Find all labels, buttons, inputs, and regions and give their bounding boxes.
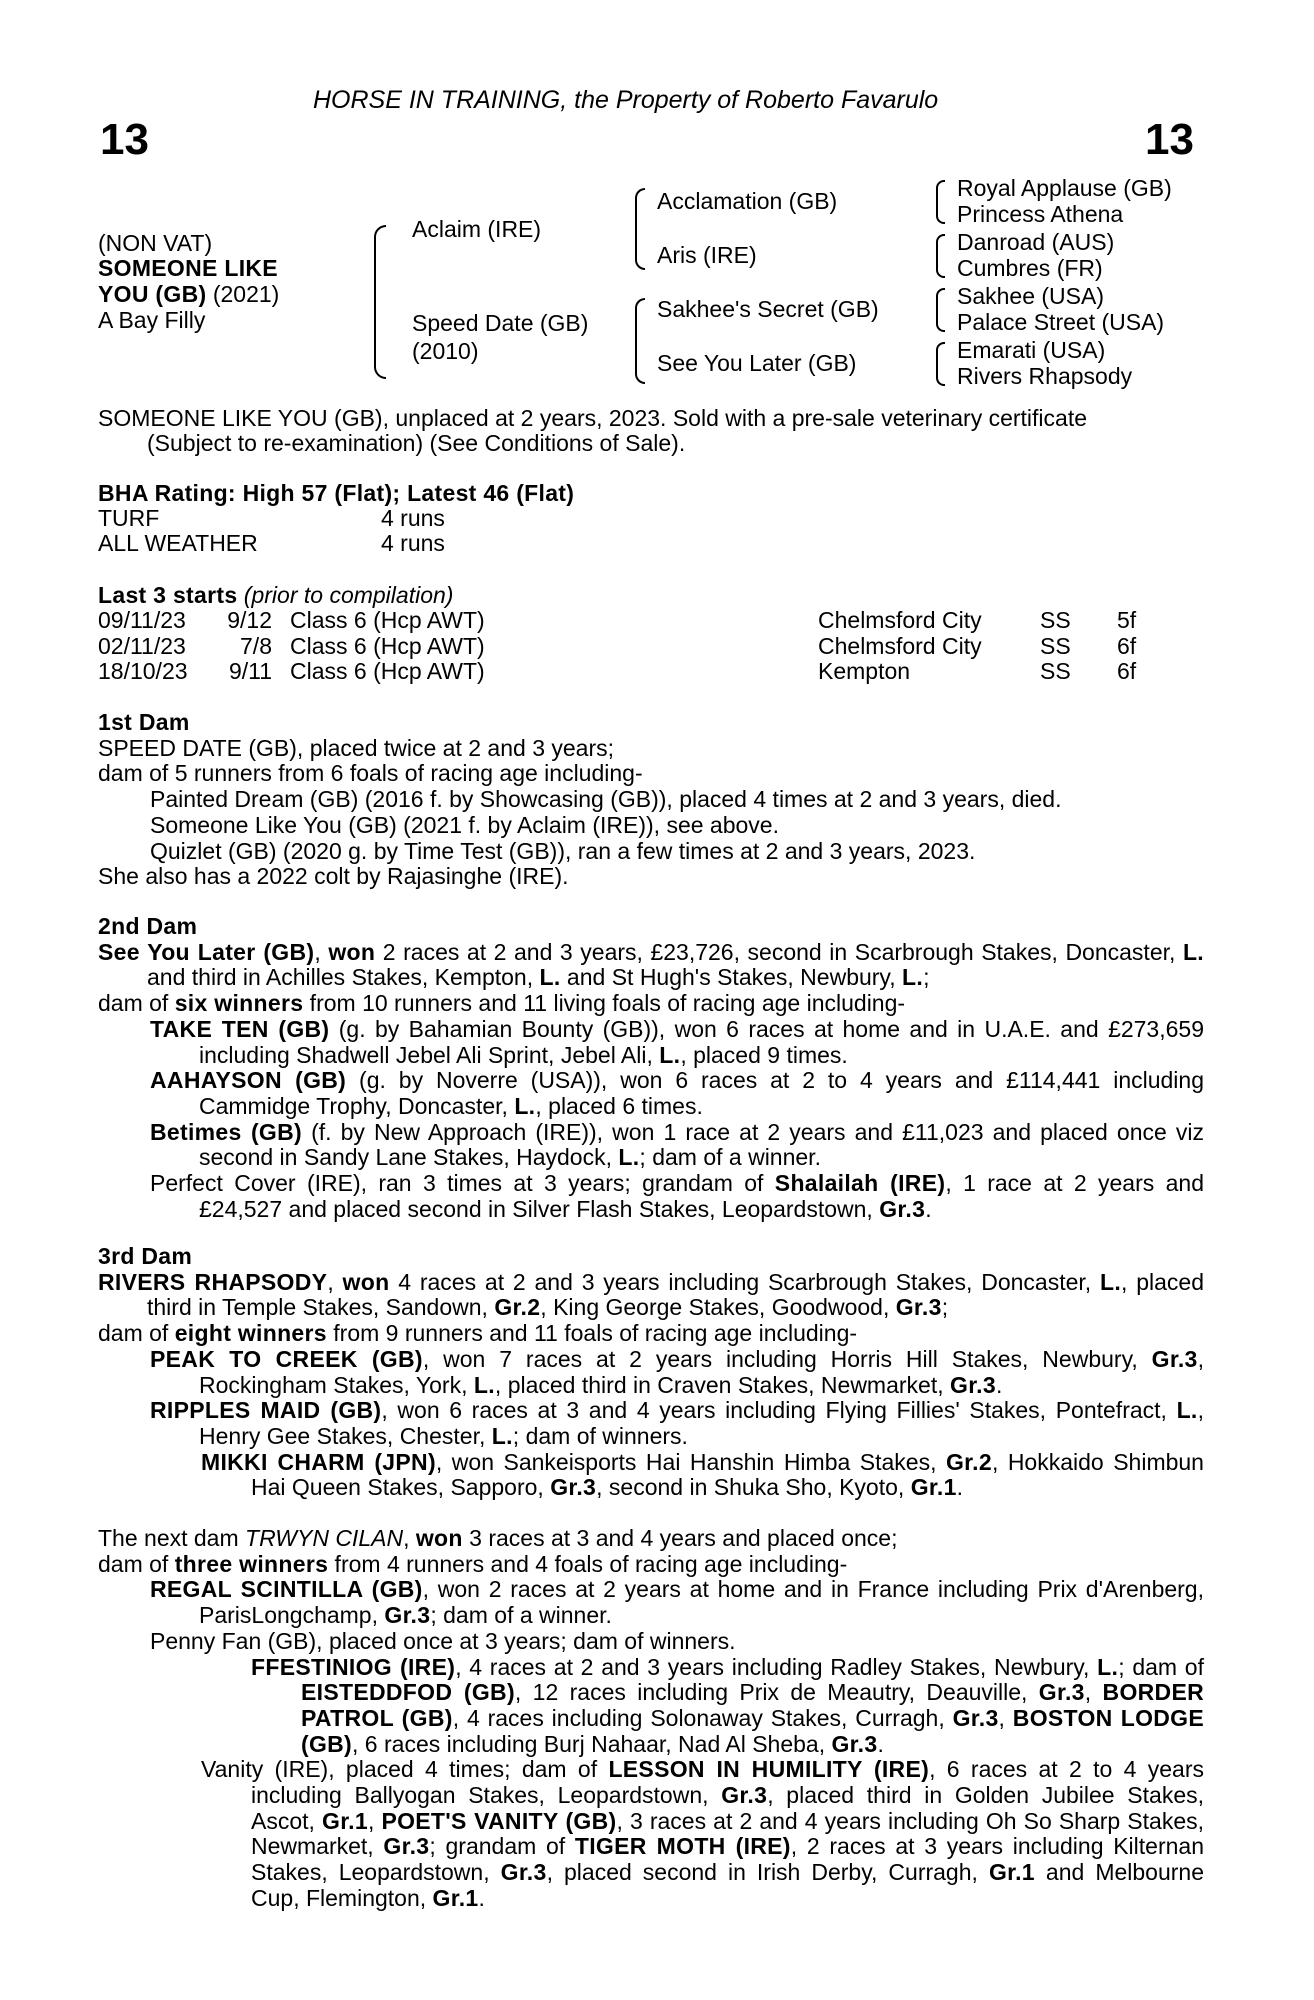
lot-number-left: 13 <box>100 115 149 164</box>
text-run: Gr.3 <box>384 1602 431 1629</box>
pedigree-ddd: Rivers Rhapsody <box>957 363 1133 389</box>
offspring-mikki-charm <box>98 1450 1204 1501</box>
pedigree-ssd: Princess Athena <box>957 201 1124 227</box>
first-dam-line1: SPEED DATE (GB), placed twice at 2 and 3 years; <box>98 734 615 761</box>
text-run: Gr.1 <box>988 1859 1035 1886</box>
text-run: L. <box>1176 1397 1198 1424</box>
text-run: ; <box>923 964 930 991</box>
text-run: from 10 runners and 11 living foals of racing age including- <box>303 990 906 1017</box>
text-run: , Henry Gee Stakes, Chester, <box>199 1397 1205 1449</box>
offspring-aahayson <box>98 1068 1204 1119</box>
text-run: , second in Shuka Sho, Kyoto, <box>596 1474 911 1501</box>
text-run: L. <box>539 964 561 991</box>
start-going-1: SS <box>1040 607 1071 633</box>
rating-turf-label: TURF <box>98 505 160 531</box>
offspring-perfect-cover <box>98 1171 1204 1222</box>
text-run: , placed 6 times. <box>535 1092 703 1119</box>
third-dam-heading: 3rd Dam <box>98 1243 193 1269</box>
start-dist-2: 6f <box>1117 633 1137 659</box>
text-run: LESSON IN HUMILITY (IRE) <box>608 1756 930 1783</box>
text-run: FFESTINIOG (IRE) <box>251 1653 456 1680</box>
text-run: Shalailah (IRE) <box>774 1170 946 1197</box>
text-run: Gr.1 <box>322 1807 368 1834</box>
pedigree-sire-sire: Acclamation (GB) <box>657 188 838 214</box>
bha-rating: BHA Rating: High 57 (Flat); Latest 46 (Flat) <box>98 480 575 506</box>
text-run: Gr.3 <box>895 1294 942 1321</box>
pedigree-brace-dd <box>936 342 945 386</box>
text-run: ; dam of a winner. <box>430 1602 612 1629</box>
text-run: (g. by Bahamian Bounty (GB)), won 6 races at home and in U.A.E. and £273,659 including Shadwell Jebel Ali Sprint, Jebel Ali, <box>199 1015 1204 1068</box>
horse-description: A Bay Filly <box>98 307 206 333</box>
pedigree-brace-sire <box>635 188 645 270</box>
text-run: Gr.3 <box>831 1730 878 1757</box>
text-run: Vanity (IRE), placed 4 times; dam of <box>201 1756 609 1783</box>
text-run: 2 races at 2 and 3 years, £23,726, second in Scarbrough Stakes, Doncaster, <box>375 938 1183 965</box>
text-run: MIKKI CHARM (JPN) <box>201 1448 436 1475</box>
first-dam-section <box>98 710 1204 890</box>
text-run: , <box>367 1807 375 1834</box>
text-run: , 12 races including Prix de Meautry, Deauville, <box>514 1679 1039 1706</box>
pedigree-dds: Emarati (USA) <box>957 337 1106 363</box>
text-run: , placed third in Temple Stakes, Sandown, <box>147 1268 1205 1321</box>
text-run: TIGER MOTH (IRE) <box>574 1833 791 1860</box>
text-run: , 3 races at 2 and 4 years including Oh So Sharp Stakes, Newmarket, <box>251 1807 1204 1860</box>
text-run: won <box>415 1525 463 1551</box>
start-course-2: Chelmsford City <box>818 633 982 659</box>
pedigree-sds: Danroad (AUS) <box>957 229 1115 255</box>
pedigree-dss: Sakhee (USA) <box>957 283 1105 309</box>
text-run: , won Sankeisports Hai Hanshin Himba Stakes, <box>435 1448 946 1475</box>
text-run: Gr.1 <box>910 1474 957 1501</box>
text-run: (g. by Noverre (USA)), won 6 races at 2 to 4 years and £114,441 including Cammidge Trophy, Doncaster, <box>199 1067 1205 1119</box>
text-run: RIPPLES MAID (GB) <box>150 1397 382 1424</box>
text-run: , placed second in Irish Derby, Curragh, <box>546 1859 989 1886</box>
text-run: L. <box>491 1422 513 1449</box>
text-run: . <box>995 1371 1003 1398</box>
start-dist-1: 5f <box>1117 607 1137 633</box>
pedigree-sss: Royal Applause (GB) <box>957 175 1172 201</box>
offspring-vanity <box>98 1757 1204 1911</box>
text-run: from 9 runners and 11 foals of racing age including- <box>326 1320 858 1347</box>
start-date-1: 09/11/23 <box>98 607 186 633</box>
start-class-1: Class 6 (Hcp AWT) <box>290 607 485 633</box>
start-going-2: SS <box>1040 633 1071 659</box>
text-run: Gr.3 <box>721 1782 768 1809</box>
rating-aw-runs: 4 runs <box>381 530 445 556</box>
text-run: Betimes (GB) <box>150 1118 302 1145</box>
first-dam-offspring-2: Someone Like You (GB) (2021 f. by Aclaim (IRE)), see above. <box>150 811 779 838</box>
text-run: and St Hugh's Stakes, Newbury, <box>560 964 903 991</box>
text-run: Gr.3 <box>500 1859 547 1886</box>
horse-year: (2021) <box>206 281 280 307</box>
first-dam-heading: 1st Dam <box>98 709 190 735</box>
text-run: eight winners <box>174 1320 327 1347</box>
first-dam-line2: dam of 5 runners from 6 foals of racing age including- <box>98 760 643 787</box>
pedigree-sdd: Cumbres (FR) <box>957 255 1103 281</box>
text-run: , Rockingham Stakes, York, <box>199 1345 1205 1398</box>
text-run: TRWYN CILAN <box>245 1525 404 1551</box>
text-run: PEAK TO CREEK (GB) <box>150 1345 423 1372</box>
text-run: ; dam of a winner. <box>639 1144 821 1171</box>
pedigree-brace-ss <box>936 180 945 224</box>
text-run: , <box>998 1704 1005 1731</box>
text-run: , <box>1084 1679 1092 1706</box>
text-run: ; dam of winners. <box>512 1422 688 1449</box>
start-dist-3: 6f <box>1117 658 1137 684</box>
third-dam-record: RIVERS RHAPSODY, won 4 races at 2 and 3 years including Scarbrough Stakes, Doncaster, L., placed third in Temple Stakes, Sandown, Gr.2, King George Stakes, Goodwood, Gr.3; <box>98 1268 1205 1321</box>
text-run: Gr.3 <box>879 1195 926 1222</box>
pedigree-dam-year: (2010) <box>412 338 479 364</box>
text-run: dam of <box>98 1320 175 1347</box>
text-run: L. <box>1097 1653 1119 1680</box>
starts-subtitle: (prior to compilation) <box>237 582 454 608</box>
third-dam-section <box>98 1244 1204 1501</box>
vat-status: (NON VAT) <box>98 230 213 256</box>
text-run: dam of <box>98 1550 175 1577</box>
text-run: REGAL SCINTILLA (GB) <box>150 1576 423 1603</box>
next-dam-produce <box>98 1552 1204 1578</box>
text-run: , 6 races at 2 to 4 years including Ballyogan Stakes, Leopardstown, <box>251 1756 1205 1809</box>
text-run: Gr.3 <box>1038 1679 1085 1706</box>
second-dam-name: See You Later (GB) <box>98 938 315 965</box>
text-run: , placed third in Golden Jubilee Stakes, Ascot, <box>251 1782 1205 1834</box>
text-run: BOSTON LODGE (GB) <box>301 1704 1205 1757</box>
text-run: ; <box>941 1294 949 1321</box>
offspring-betimes <box>98 1120 1204 1171</box>
text-run: RIVERS RHAPSODY <box>98 1268 328 1295</box>
pedigree-dsd: Palace Street (USA) <box>957 309 1165 335</box>
text-run: Gr.1 <box>432 1884 479 1911</box>
rating-aw-label: ALL WEATHER <box>98 530 258 556</box>
text-run: Perfect Cover (IRE), ran 3 times at 3 years; grandam of <box>150 1170 775 1197</box>
first-dam-line3: She also has a 2022 colt by Rajasinghe (IRE). <box>98 863 569 890</box>
text-run: 3 races at 3 and 4 years and placed once; <box>462 1525 898 1551</box>
next-dam-record: The next dam TRWYN CILAN, won 3 races at 3 and 4 years and placed once; <box>98 1525 898 1551</box>
starts-title: Last 3 starts <box>98 582 238 608</box>
offspring-ffestiniog <box>98 1655 1204 1758</box>
start-class-3: Class 6 (Hcp AWT) <box>290 658 485 684</box>
pedigree-sire-dam: Aris (IRE) <box>657 242 757 268</box>
start-date-2: 02/11/23 <box>98 633 186 659</box>
text-run: AAHAYSON (GB) <box>150 1067 347 1094</box>
text-run: TAKE TEN (GB) <box>150 1015 330 1042</box>
horse-name-line2: YOU (GB) <box>98 281 207 307</box>
text-run: , placed third in Craven Stakes, Newmarket, <box>494 1371 951 1398</box>
text-run: Gr.3 <box>952 1704 999 1731</box>
pedigree-brace-main <box>374 225 386 379</box>
rating-turf-runs: 4 runs <box>381 505 445 531</box>
text-run: . <box>877 1730 884 1757</box>
lot-number-right: 13 <box>1145 115 1194 164</box>
pedigree-dam-sire: Sakhee's Secret (GB) <box>657 296 879 322</box>
text-run: Gr.3 <box>383 1833 430 1860</box>
text-run: , 4 races including Solonaway Stakes, Curragh, <box>452 1704 953 1731</box>
start-class-2: Class 6 (Hcp AWT) <box>290 633 485 659</box>
offspring-peak-to-creek <box>98 1347 1204 1398</box>
offspring-regal-scintilla <box>98 1577 1204 1628</box>
text-run: dam of <box>98 990 175 1017</box>
pedigree-dam-dam: See You Later (GB) <box>657 350 857 376</box>
first-dam-offspring-3: Quizlet (GB) (2020 g. by Time Test (GB)), ran a few times at 2 and 3 years, 2023. <box>150 837 976 864</box>
text-run: POET'S VANITY (GB) <box>381 1807 617 1834</box>
offspring-penny-fan: Penny Fan (GB), placed once at 3 years; dam of winners. <box>150 1627 736 1654</box>
text-run: , placed 9 times. <box>680 1041 848 1068</box>
second-dam-produce <box>98 991 1204 1017</box>
second-dam-heading: 2nd Dam <box>98 913 198 939</box>
text-run: Gr.3 <box>550 1474 597 1501</box>
start-pos-1: 9/12 <box>227 607 272 633</box>
text-run: from 4 runners and 4 foals of racing age including- <box>328 1550 848 1577</box>
summary-line2: (Subject to re-examination) (See Conditions of Sale). <box>147 430 686 456</box>
pedigree-sire: Aclaim (IRE) <box>412 216 542 242</box>
text-run: The next dam <box>98 1525 246 1551</box>
text-run: L. <box>1099 1268 1122 1295</box>
text-run: L. <box>473 1371 495 1398</box>
text-run: Gr.2 <box>494 1294 541 1321</box>
text-run: , 6 races including Burj Nahaar, Nad Al Sheba, <box>352 1730 832 1757</box>
pedigree-brace-ds <box>936 288 945 332</box>
text-run: L. <box>659 1041 681 1068</box>
text-run: three winners <box>174 1550 329 1577</box>
text-run: ; dam of <box>1118 1653 1204 1680</box>
text-run: (f. by New Approach (IRE)), won 1 race at 2 years and £11,023 and placed once viz second in Sandy Lane Stakes, Haydock, <box>199 1118 1205 1171</box>
text-run: , 1 race at 2 years and £24,527 and placed second in Silver Flash Stakes, Leopardstown, <box>199 1170 1204 1222</box>
text-run: won <box>328 938 376 965</box>
text-run: , won 6 races at 3 and 4 years including Flying Fillies' Stakes, Pontefract, <box>381 1397 1177 1424</box>
text-run: , Hokkaido Shimbun Hai Queen Stakes, Sapporo, <box>251 1448 1204 1501</box>
pedigree-dam: Speed Date (GB) <box>412 310 589 336</box>
text-run: L. <box>1182 938 1204 965</box>
text-run: L. <box>902 964 924 991</box>
page-title: HORSE IN TRAINING, the Property of Roberto Favarulo <box>313 86 939 114</box>
text-run: 4 races at 2 and 3 years including Scarbrough Stakes, Doncaster, <box>389 1268 1100 1295</box>
text-run: L. <box>514 1092 536 1119</box>
start-pos-2: 7/8 <box>240 633 272 659</box>
text-run: and third in Achilles Stakes, Kempton, <box>147 964 540 991</box>
second-dam-record: See You Later (GB), won 2 races at 2 and 3 years, £23,726, second in Scarbrough Stakes, Doncaster, L. and third in Achilles Stakes, Kempton, L. and St Hugh's Stakes, Newbury, L.; <box>98 938 1204 991</box>
text-run: , won 2 races at 2 years at home and in France including Prix d'Arenberg, ParisLongchamp, <box>199 1576 1204 1629</box>
pedigree-brace-dam <box>635 298 645 384</box>
text-run: Gr.3 <box>950 1371 996 1398</box>
text-run: Gr.3 <box>1151 1345 1198 1372</box>
text-run: BORDER PATROL (GB) <box>301 1679 1205 1731</box>
text-run: . <box>956 1474 964 1501</box>
start-going-3: SS <box>1040 658 1071 684</box>
horse-name-line1: SOMEONE LIKE <box>98 255 278 281</box>
second-dam-section <box>98 914 1204 1222</box>
start-course-1: Chelmsford City <box>818 607 982 633</box>
offspring-ripples-maid <box>98 1398 1204 1449</box>
text-run: . <box>478 1884 485 1911</box>
text-run: . <box>925 1195 932 1222</box>
text-run: , 2 races at 3 years including Kilternan Stakes, Leopardstown, <box>251 1833 1204 1886</box>
text-run: Gr.2 <box>945 1448 992 1475</box>
text-run: six winners <box>174 990 304 1017</box>
offspring-take-ten <box>98 1017 1204 1068</box>
next-dam-section <box>98 1526 1204 1912</box>
start-course-3: Kempton <box>818 658 911 684</box>
text-run: won <box>342 1268 390 1295</box>
text-run: ; grandam of <box>429 1833 575 1860</box>
text-run: and Melbourne Cup, Flemington, <box>251 1859 1204 1911</box>
text-run: , 4 races at 2 and 3 years including Radley Stakes, Newbury, <box>455 1653 1098 1680</box>
third-dam-produce <box>98 1321 1204 1347</box>
start-date-3: 18/10/23 <box>98 658 188 684</box>
text-run: , won 7 races at 2 years including Horris Hill Stakes, Newbury, <box>422 1345 1152 1372</box>
text-run: , King George Stakes, Goodwood, <box>540 1294 896 1321</box>
start-pos-3: 9/11 <box>228 658 272 684</box>
pedigree-brace-sd <box>936 234 945 278</box>
first-dam-offspring-1: Painted Dream (GB) (2016 f. by Showcasing (GB)), placed 4 times at 2 and 3 years, died. <box>150 786 1062 813</box>
text-run: EISTEDDFOD (GB) <box>301 1679 515 1706</box>
text-run: L. <box>618 1144 640 1171</box>
summary-line1: SOMEONE LIKE YOU (GB), unplaced at 2 years, 2023. Sold with a pre-sale veterinary certificate <box>98 405 1088 431</box>
